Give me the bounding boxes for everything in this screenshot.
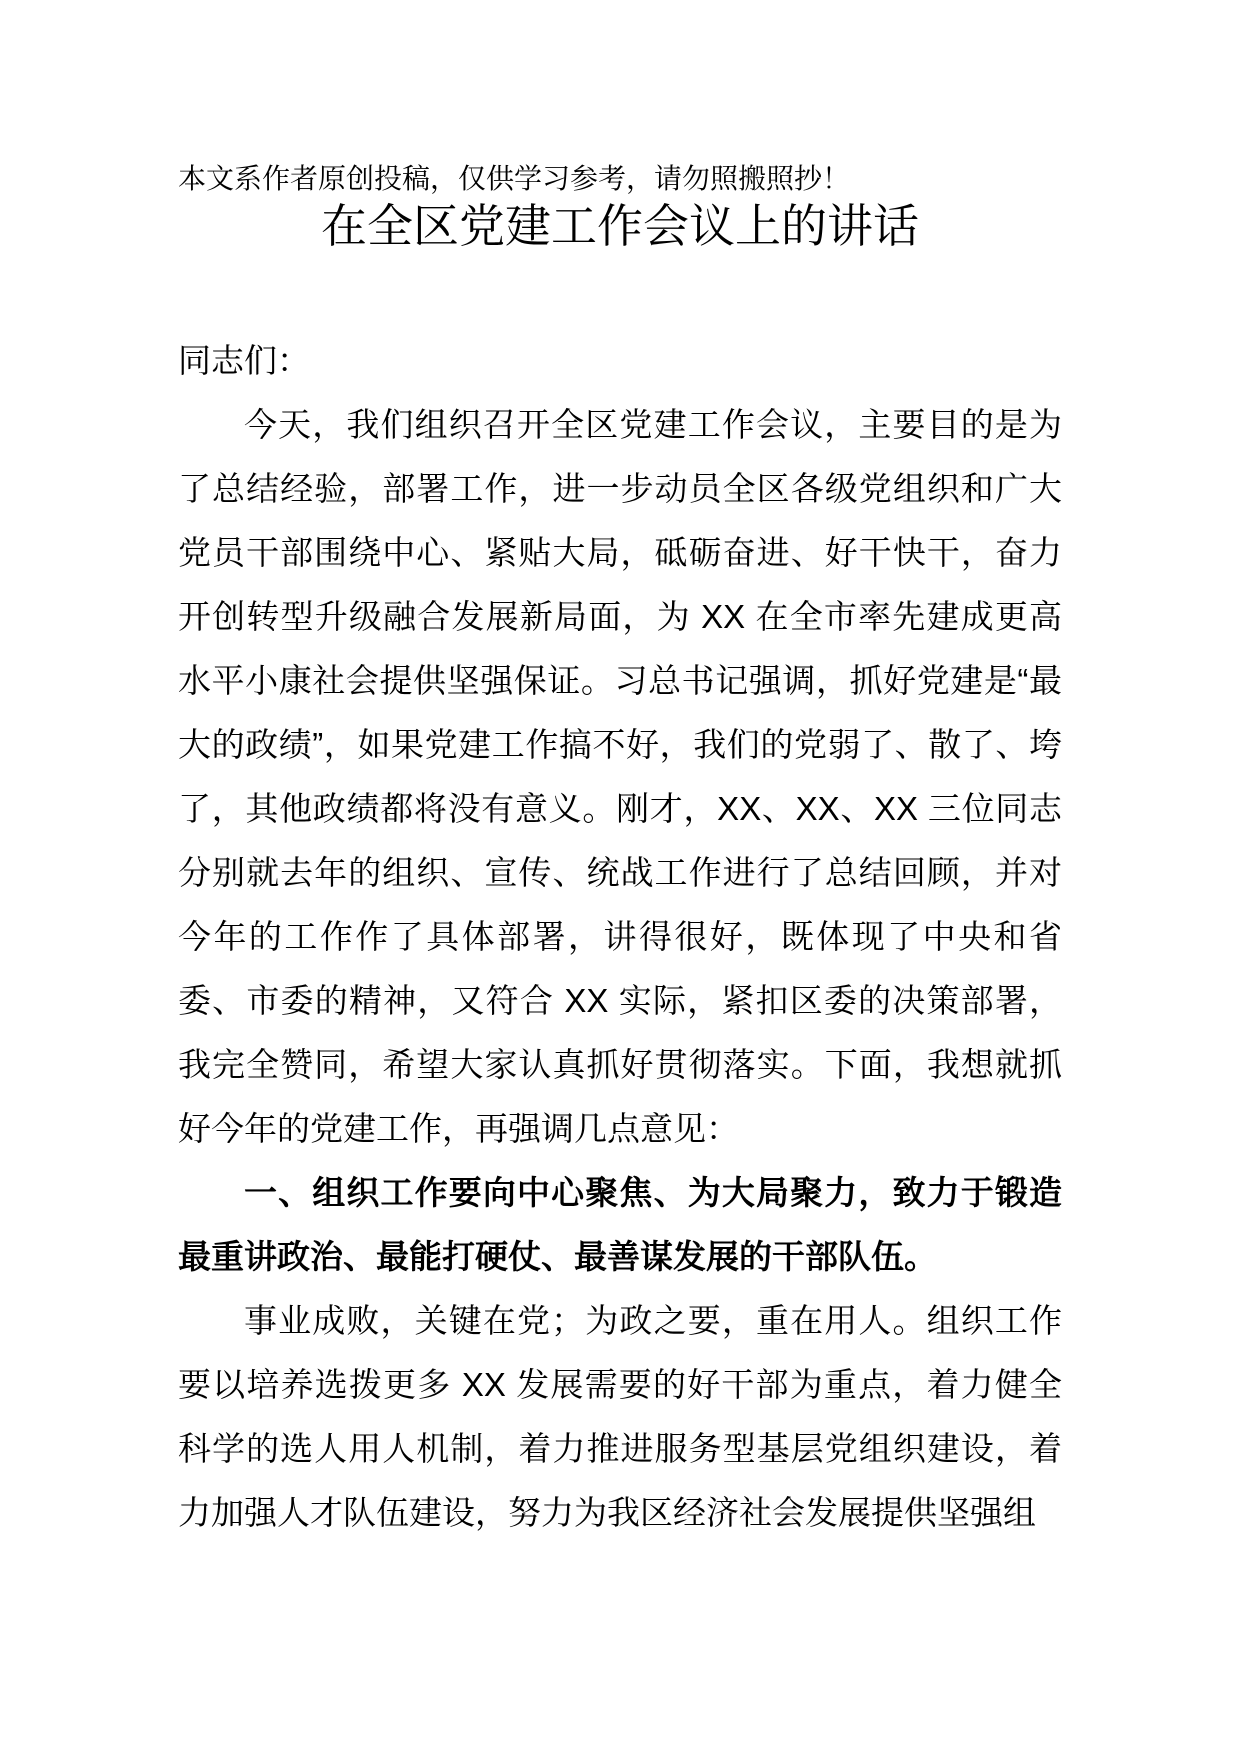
salutation-line: 同志们： [178, 342, 310, 379]
document-title: 在全区党建工作会议上的讲话 [321, 200, 919, 252]
paragraph-section-1-body: 事业成败，关键在党；为政之要，重在用人。组织工作要以培养选拨更多 XX 发展需要的好干部为重点，着力健全科学的选人用人机制，着力推进服务型基层党组织建设，着力加强人才队伍建设，努力为我区经济社会发展提供坚强组 [178, 1302, 1062, 1531]
section-heading-1: 一、组织工作要向中心聚焦、为大局聚力，致力于锻造最重讲政治、最能打硬仗、最善谋发展的干部队伍。 [178, 1174, 1062, 1275]
document-content [178, 0, 1062, 1545]
disclaimer-note: 本文系作者原创投稿，仅供学习参考，请勿照搬照抄！ [178, 163, 851, 194]
document-body [178, 329, 1062, 1545]
paragraph-intro: 今天，我们组织召开全区党建工作会议，主要目的是为了总结经验，部署工作，进一步动员全区各级党组织和广大党员干部围绕中心、紧贴大局，砥砺奋进、好干快干，奋力开创转型升级融合发展新局面，为 XX 在全市率先建成更高水平小康社会提供坚强保证。习总书记强调，抓好党建是“最大的政绩”，如果党建工作搞不好，我们的党弱了、散了、垮了，其他政绩都将没有意义。刚才，XX、XX、XX 三位同志分别就去年的组织、宣传、统战工作进行了总结回顾，并对今年的工作作了具体部署，讲得很好，既体现了中央和省委、市委的精神，又符合 XX 实际，紧扣区委的决策部署，我完全赞同，希望大家认真抓好贯彻落实。下面，我想就抓好今年的党建工作，再强调几点意见： [178, 406, 1062, 1147]
